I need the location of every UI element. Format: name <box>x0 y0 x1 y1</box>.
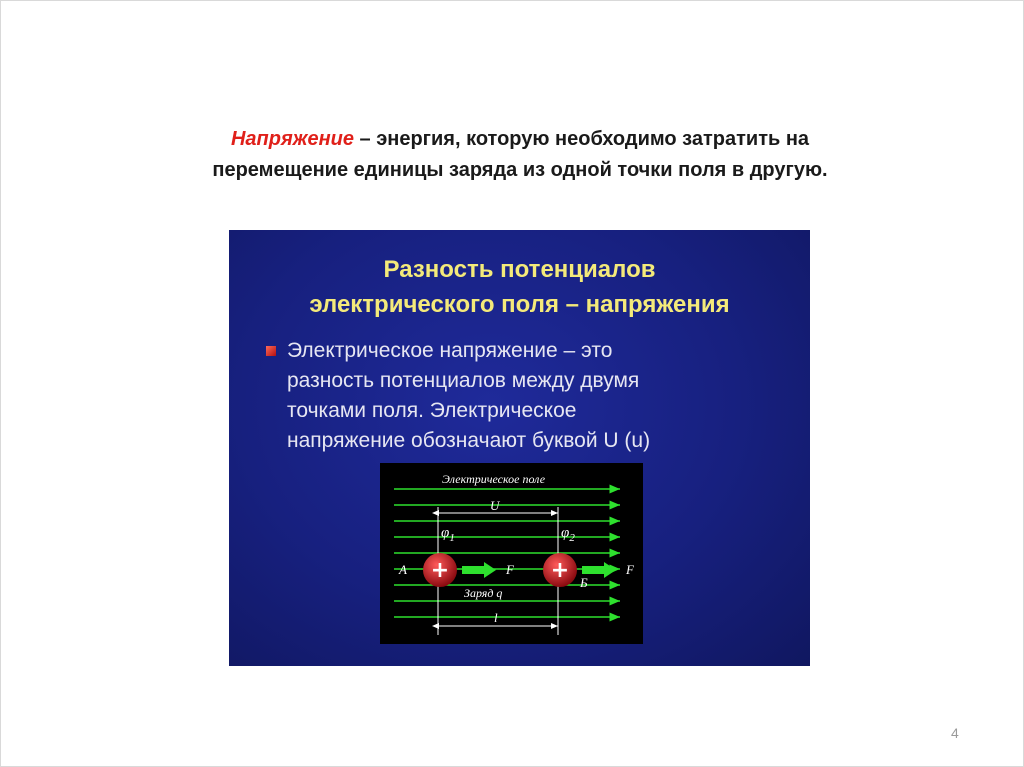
charge-a <box>423 553 457 587</box>
phi1-label: $\varphi_1$ <box>441 525 455 544</box>
force-arrow-a <box>462 562 496 578</box>
field-lines <box>394 489 620 617</box>
panel-body-line: точками поля. Электрическое <box>287 399 577 422</box>
charge-b <box>543 553 577 587</box>
panel-title-line-2: электрического поля – напряжения <box>309 291 730 318</box>
panel-title <box>229 252 810 322</box>
electric-field-svg <box>380 463 643 644</box>
electric-field-diagram <box>380 463 643 644</box>
definition-line-1 <box>110 124 930 155</box>
panel-title-line-1: Разность потенциалов <box>383 256 656 283</box>
definition-rest: – энергия, которую необходимо затратить на <box>353 128 810 150</box>
length-label: l <box>494 610 498 625</box>
panel-body-line: разность потенциалов между двумя <box>287 369 640 392</box>
panel-body-line: Электрическое напряжение – это <box>287 339 613 362</box>
panel-body-text <box>287 336 787 456</box>
u-label: U <box>490 498 500 513</box>
phi2-label: $\varphi_2$ <box>561 525 575 544</box>
bullet-square-icon <box>266 346 276 356</box>
force-label-a: F <box>506 562 514 577</box>
page-number: 4 <box>951 725 959 741</box>
definition-text <box>110 124 930 186</box>
charge-label: Заряд q <box>464 586 503 600</box>
charge-b-plus-icon: + <box>550 558 570 583</box>
point-a-label: А <box>399 562 407 577</box>
point-b-label: Б <box>580 575 588 590</box>
force-label-b: F <box>626 562 634 577</box>
charge-a-plus-icon: + <box>430 558 450 583</box>
definition-term: Напряжение <box>230 128 354 150</box>
panel-body-line: напряжение обозначают буквой U (u) <box>287 429 651 452</box>
definition-line-2: перемещение единицы заряда из одной точки поля в другую. <box>212 159 828 181</box>
field-label: Электрическое поле <box>442 472 546 486</box>
